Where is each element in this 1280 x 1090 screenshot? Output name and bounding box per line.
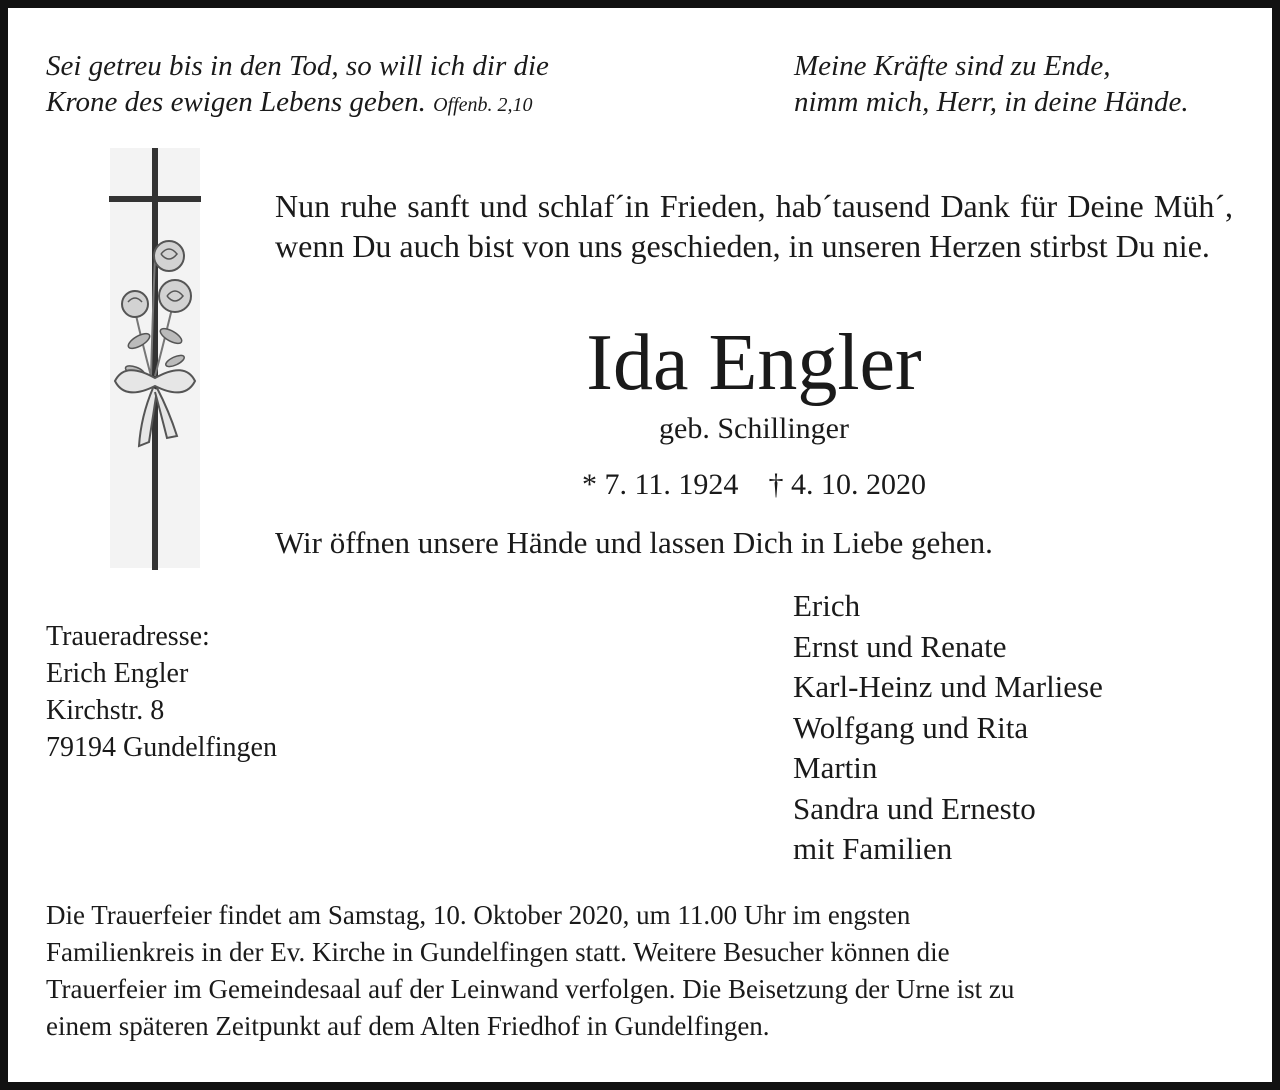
cross-with-roses-icon <box>105 146 205 572</box>
mourner-item: Wolfgang und Rita <box>793 709 1029 745</box>
bible-reference: Offenb. 2,10 <box>433 94 533 116</box>
address-street: Kirchstr. 8 <box>46 695 165 726</box>
bible-quote <box>46 48 666 123</box>
funeral-notice <box>46 897 1246 1045</box>
funeral-notice-line: Trauerfeier im Gemeindesaal auf der Leinwand verfolgen. Die Beisetzung der Urne ist zu <box>46 974 1015 1004</box>
mourners-list <box>793 586 1233 870</box>
funeral-notice-line: Die Trauerfeier findet am Samstag, 10. Oktober 2020, um 11.00 Uhr im engsten <box>46 900 911 930</box>
life-dates <box>275 466 1233 504</box>
bible-quote-line-2: Krone des ewigen Lebens geben. Offenb. 2,10 <box>46 86 533 118</box>
prayer-quote-line-1: Meine Kräfte sind zu Ende, <box>794 50 1111 82</box>
mourner-item: Karl-Heinz und Marliese <box>793 669 1103 704</box>
bible-quote-line-1: Sei getreu bis in den Tod, so will ich dir die <box>46 50 549 82</box>
address-city: 79194 Gundelfingen <box>46 732 277 763</box>
death-date: † 4. 10. 2020 <box>768 468 926 501</box>
mourner-item: Martin <box>793 750 878 785</box>
mourning-address <box>46 618 446 766</box>
prayer-quote-line-2: nimm mich, Herr, in deine Hände. <box>794 86 1189 118</box>
funeral-notice-line: einem späteren Zeitpunkt auf dem Alten Friedhof in Gundelfingen. <box>46 1011 770 1041</box>
address-label: Traueradresse: <box>46 621 210 652</box>
farewell-line: Wir öffnen unsere Hände und lassen Dich in Liebe gehen. <box>275 525 993 560</box>
mourner-item: Sandra und Ernesto <box>793 790 1036 826</box>
mourner-item: Ernst und Renate <box>793 628 1007 664</box>
address-name: Erich Engler <box>46 658 189 689</box>
funeral-notice-line: Familienkreis in der Ev. Kirche in Gundelfingen statt. Weitere Besucher können die <box>46 937 950 967</box>
birth-date: * 7. 11. 1924 <box>582 468 739 501</box>
mourner-item: mit Familien <box>793 831 953 866</box>
prayer-quote <box>794 48 1254 120</box>
mourner-item: Erich <box>793 588 861 623</box>
birth-name: geb. Schillinger <box>659 412 849 445</box>
memorial-poem: Nun ruhe sanft und schlaf´in Frieden, hab´tausend Dank für Deine Müh´, wenn Du auch bist von uns geschieden, in unseren Herzen stirbst Du nie. <box>275 188 1233 264</box>
deceased-name: Ida Engler <box>586 319 922 407</box>
